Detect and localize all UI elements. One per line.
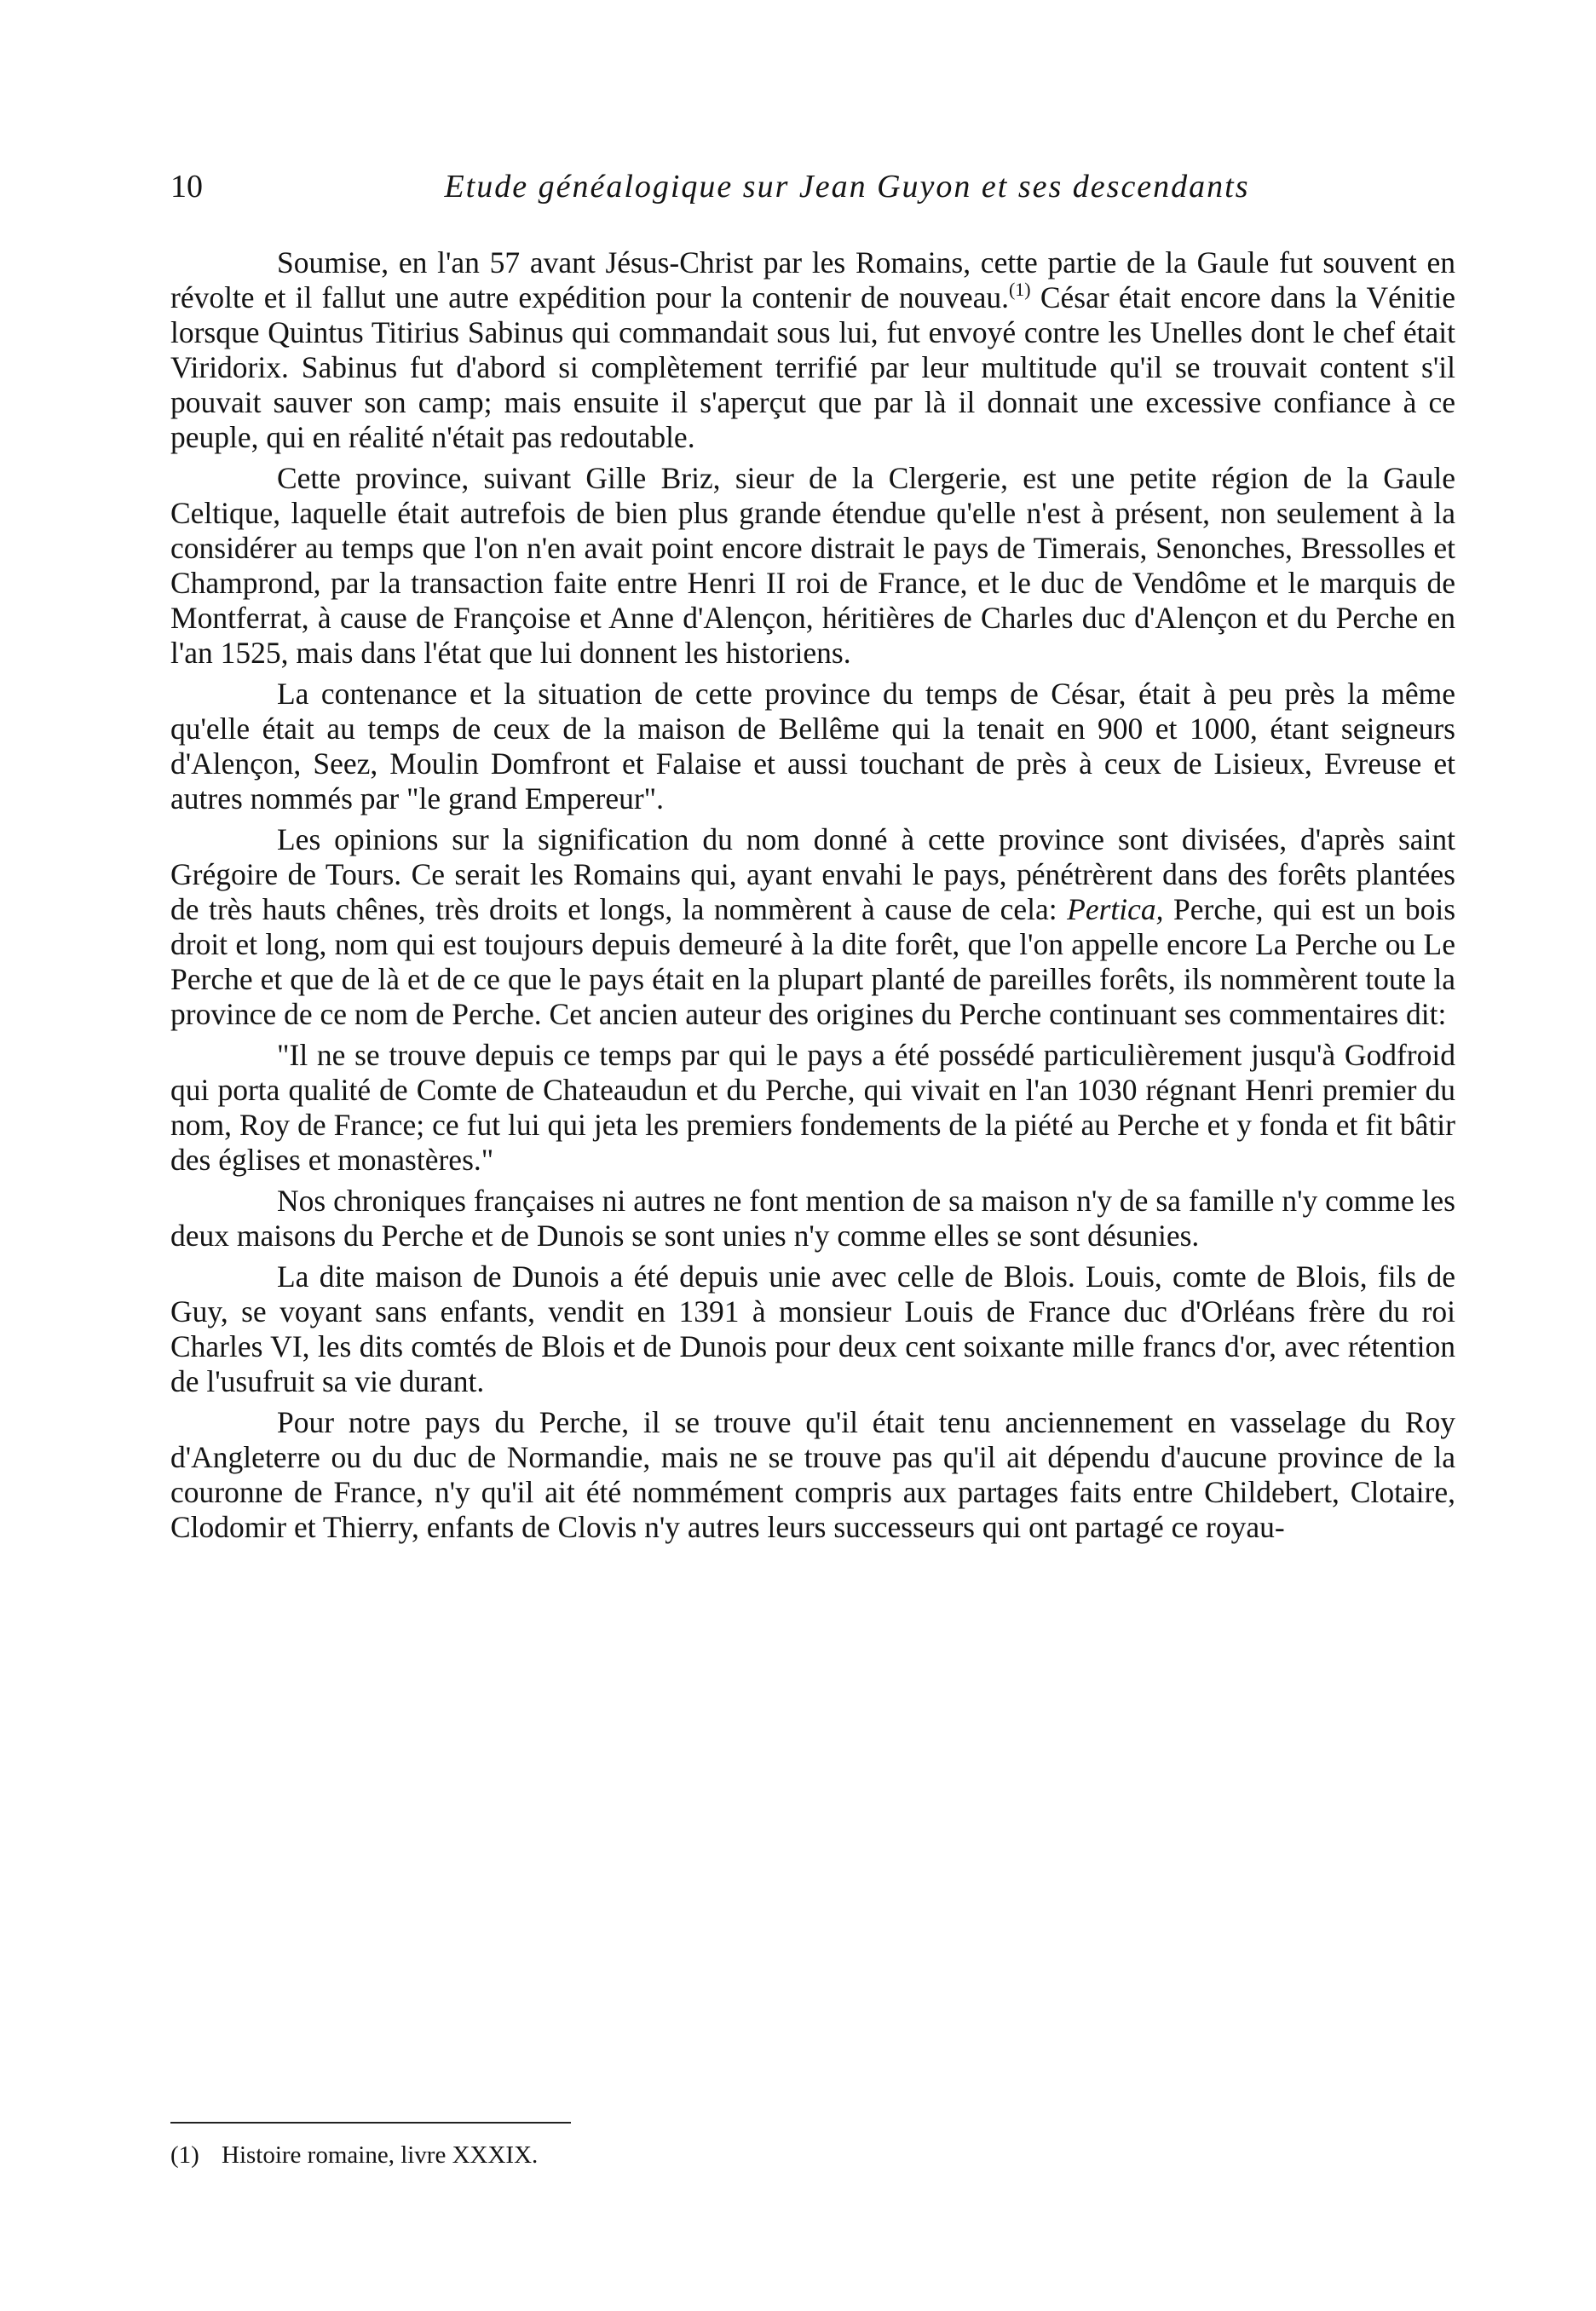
footnote-reference: (1)	[1008, 279, 1031, 300]
quotation-paragraph: "Il ne se trouve depuis ce temps par qui le pays a été possédé particulièrement jusqu'à Godfroid qui porta qualité de Comte de Chateaudun et du Perche, qui vivait en l'an 1030 régnant Henri premier du nom, Roy de France; ce fut lui qui jeta les premiers fondements de la piété au Perche et y fonda et fit bâtir des églises et monastères."	[170, 1038, 1455, 1177]
paragraph-3: La contenance et la situation de cette province du temps de César, était à peu près la même qu'elle était au temps de ceux de la maison de Bellême qui la tenait en 900 et 1000, étant seigneurs d'Alençon, Seez, Moulin Domfront et Falaise et aussi touchant de près à ceux de Lisieux, Evreuse et autres nommés par "le grand Empereur".	[170, 677, 1455, 815]
footnote	[170, 2141, 1455, 2170]
paragraph-8: Pour notre pays du Perche, il se trouve qu'il était tenu anciennement en vasselage du Roy d'Angleterre ou du duc de Normandie, mais ne se trouve pas qu'il ait dépendu d'aucune province de la couronne de France, n'y qu'il ait été nommément compris aux partages faits entre Childebert, Clotaire, Clodomir et Thierry, enfants de Clovis n'y autres leurs successeurs qui ont partagé ce royau-	[170, 1405, 1455, 1544]
footnote-rule	[170, 2122, 571, 2124]
paragraph-4-start: Les opinions sur la signification du nom donné à cette province sont divisées, d'après saint Grégoire de Tours. Ce serait les Romains qui, ayant envahi le pays, pénétrèrent dans des forêts plantées de très hauts chênes, très droits et longs, la nommèrent à cause de cela:	[170, 822, 1455, 926]
page-header	[170, 170, 1455, 203]
paragraph-4-rest: Perche, qui est un bois droit et long, nom qui est toujours depuis demeuré à la dite forêt, que l'on appelle encore La Perche ou Le Perche et que de là et de ce que le pays était en la plupart planté de pareilles forêts, ils nommèrent toute la province de ce nom de Perche. Cet ancien auteur des origines du Perche continuant ses commentaires dit:	[170, 892, 1456, 1031]
paragraph-2: Cette province, suivant Gille Briz, sieur de la Clergerie, est une petite région de la Gaule Celtique, laquelle était autrefois de bien plus grande étendue qu'elle n'est à présent, non seulement à la considérer au temps que l'on n'en avait point encore distrait le pays de Timerais, Senonches, Bressolles et Champrond, par la transaction faite entre Henri II roi de France, et le duc de Vendôme et le marquis de Montferrat, à cause de Françoise et Anne d'Alençon, héritières de Charles duc d'Alençon et du Perche en l'an 1525, mais dans l'état que lui donnent les historiens.	[170, 461, 1455, 670]
footnote-area	[170, 2122, 1455, 2170]
footnote-text: Histoire romaine, livre XXXIX.	[222, 2141, 539, 2169]
paragraph-7: La dite maison de Dunois a été depuis unie avec celle de Blois. Louis, comte de Blois, fils de Guy, se voyant sans enfants, vendit en 1391 à monsieur Louis de France duc d'Orléans frère du roi Charles VI, les dits comtés de Blois et de Dunois pour deux cent soixante mille francs d'or, avec rétention de l'usufruit sa vie durant.	[170, 1259, 1455, 1398]
body-text	[170, 245, 1455, 1545]
footnote-mark: (1)	[170, 2141, 199, 2169]
paragraph-1	[170, 245, 1455, 455]
latin-term: Pertica,	[1067, 892, 1164, 926]
paragraph-1-rest: César était encore dans la Vénitie lorsque Quintus Titirius Sabinus qui commandait sous lui, fut envoyé contre les Unelles dont le chef était Viridorix. Sabinus fut d'abord si complètement terrifié par leur multitude qu'il se trouvait content s'il pouvait sauver son camp; mais ensuite il s'aperçut que par là il donnait une excessive confiance à ce peuple, qui en réalité n'était pas redoutable.	[170, 280, 1456, 454]
paragraph-1-start: Soumise, en l'an 57 avant Jésus-Christ par les Romains, cette partie de la Gaule fut souvent en révolte et il fallut une autre expédition pour la contenir de nouveau.	[170, 245, 1455, 314]
paragraph-6: Nos chroniques françaises ni autres ne font mention de sa maison n'y de sa famille n'y comme les deux maisons du Perche et de Dunois se sont unies n'y comme elles se sont désunies.	[170, 1184, 1455, 1253]
paragraph-4	[170, 822, 1455, 1032]
running-title: Etude généalogique sur Jean Guyon et ses descendants	[444, 169, 1250, 205]
page-number: 10	[170, 169, 203, 205]
